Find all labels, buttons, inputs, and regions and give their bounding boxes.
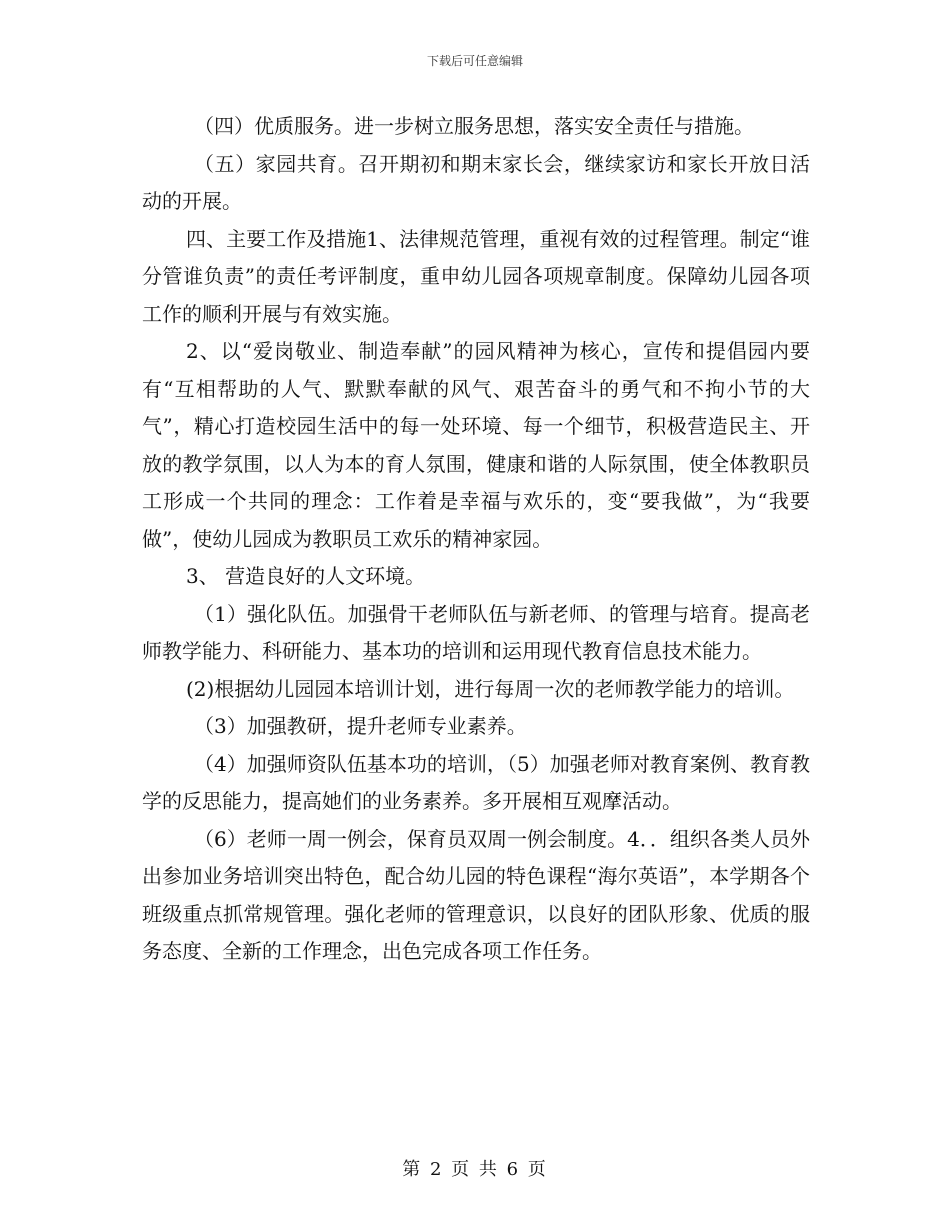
paragraph-training-plan: (2)根据幼儿园园本培训计划，进行每周一次的老师教学能力的培训。 <box>186 676 795 701</box>
paragraph-teaching-research: （3）加强教研，提升老师专业素养。 <box>194 714 527 738</box>
document-body <box>142 108 810 971</box>
paragraph-humanistic-environment: 3、 营造良好的人文环境。 <box>186 564 426 588</box>
paragraph-quality-service: （四）优质服务。进一步树立服务思想，落实安全责任与措施。 <box>194 114 754 138</box>
paragraph-strengthen-team: （1）强化队伍。加强骨干老师队伍与新老师、的管理与培育。提高老师教学能力、科研能力、基本功的培训和运用现代教育信息技术能力。 <box>142 601 810 663</box>
paragraph-basic-skills: （4）加强师资队伍基本功的培训，（5）加强老师对教育案例、教育教学的反思能力，提高她们的业务素养。多开展相互观摩活动。 <box>142 751 810 813</box>
page-header: 下载后可任意编辑 <box>426 54 523 68</box>
paragraph-main-work: 四、主要工作及措施1、法律规范管理，重视有效的过程管理。制定“谁分管谁负责”的责任考评制度，重申幼儿园各项规章制度。保障幼儿园各项工作的顺利开展与有效实施。 <box>142 226 810 326</box>
paragraph-home-school: （五）家园共育。召开期初和期末家长会，继续家访和家长开放日活动的开展。 <box>142 151 810 213</box>
page-footer: 第 2 页 共 6 页 <box>402 1159 548 1180</box>
paragraph-weekly-meeting: （6）老师一周一例会，保育员双周一例会制度。4．．组织各类人员外出参加业务培训突出特色，配合幼儿园的特色课程“海尔英语”，本学期各个班级重点抓常规管理。强化老师的管理意识，以良好的团队形象、优质的服务态度、全新的工作理念，出色完成各项工作任务。 <box>142 826 810 963</box>
paragraph-school-spirit: 2、以“爱岗敬业、制造奉献”的园风精神为核心，宣传和提倡园内要有“互相帮助的人气、默默奉献的风气、艰苦奋斗的勇气和不拘小节的大气”，精心打造校园生活中的每一处环境、每一个细节，积极营造民主、开放的教学氛围，以人为本的育人氛围，健康和谐的人际氛围，使全体教职员工形成一个共同的理念：工作着是幸福与欢乐的，变“要我做”，为“我要做”，使幼儿园成为教职员工欢乐的精神家园。 <box>142 339 810 551</box>
